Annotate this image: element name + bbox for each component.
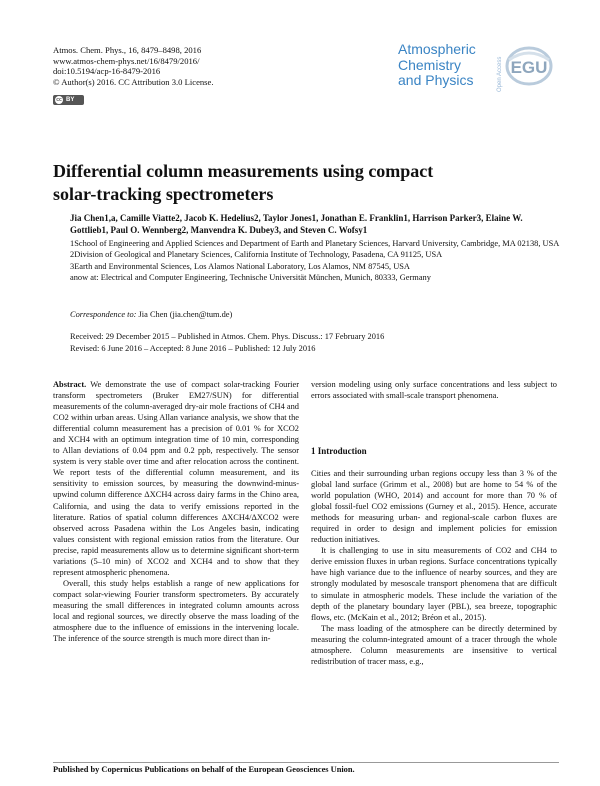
intro-paragraph: Cities and their surrounding urban regions occupy less than 3 % of the global land surface (Grimm et al., 2008) but are home to 54 % of the world population (WHO, 2014) and account for more than 70 % of global fossil-fuel CO2 emissions (Gurney et al., 2015). Hence, accurate methods for measuring urban- and regional-scale carbon fluxes are required in order to design and implement policies for emission reduction initiatives. bbox=[311, 469, 557, 545]
abstract bbox=[53, 379, 299, 644]
abstract-text: We demonstrate the use of compact solar-tracking Fourier transform spectrometers (Bruker EM27/SUN) for differential measurements of the column-averaged dry-air mole fractions of CH4 and CO2 within urban areas. Using Allan variance analysis, we show that the differential column measurement has a precision of 0.01 % for XCO2 and XCH4 with an optimum integration time of 10 min, corresponding to Allan deviations of 0.04 ppm and 0.2 ppb, respectively. The sensor system is very stable over time and after relocation across the continent. We report tests of the differential column measurement, and its sensitivity to emission sources, by measuring the downwind-minus-upwind column difference ΔXCH4 across dairy farms in the Chino area, California, and using the data to verify emissions reported in the literature. Ratios of spatial column differences ΔXCH4/ΔXCO2 were observed across Pasadena within the Los Angeles basin, indicating values consistent with regional emission ratios from the literature. Our precise, rapid measurements allow us to determine significant short-term variations (5–10 min) of XCO2 and XCH4 and to show that they represent atmospheric phenomena. bbox=[53, 380, 299, 577]
journal-name-line: Atmospheric bbox=[398, 41, 476, 57]
publisher-footer: Published by Copernicus Publications on behalf of the European Geosciences Union. bbox=[53, 765, 355, 774]
introduction-body bbox=[311, 468, 557, 667]
date-line: Revised: 6 June 2016 – Accepted: 8 June 2016 – Published: 12 July 2016 bbox=[70, 343, 316, 353]
article-url[interactable]: www.atmos-chem-phys.net/16/8479/2016/ bbox=[53, 55, 200, 66]
article-title: Differential column measurements using compact solar-tracking spectrometers bbox=[53, 161, 434, 204]
egu-logo bbox=[505, 46, 553, 86]
correspondence bbox=[70, 310, 232, 319]
doi[interactable]: doi:10.5194/acp-16-8479-2016 bbox=[53, 66, 161, 77]
citation-block bbox=[53, 45, 214, 87]
abstract-continuation: version modeling using only surface concentrations and less subject to errors associated with small-scale transport phenomena. bbox=[311, 380, 557, 401]
abstract-paragraph bbox=[53, 379, 299, 578]
footer-divider bbox=[53, 762, 559, 763]
cc-icon: cc bbox=[56, 97, 62, 103]
correspondence-contact[interactable]: Jia Chen (jia.chen@tum.de) bbox=[138, 310, 233, 319]
abstract-paragraph: Overall, this study helps establish a range of new applications for compact solar-viewing Fourier transform spectrometers. By accurately measuring the small differences in integrated column amounts across local and regional sources, we directly observe the mass loading of the atmosphere due to the influence of emissions in the intervening locale. The inference of the source strength is much more direct than in- bbox=[53, 578, 299, 644]
journal-name bbox=[398, 42, 476, 89]
affiliations bbox=[70, 238, 560, 284]
affiliation-item: 2Division of Geological and Planetary Sciences, California Institute of Technology, Pasadena, CA 91125, USA bbox=[70, 250, 443, 260]
intro-paragraph: It is challenging to use in situ measurements of CO2 and CH4 to derive emission fluxes in urban regions. Surface concentrations typically have high variance due to the influence of nearby sources, and they are strongly modulated by mesoscale transport phenomena that are difficult to simulate in atmospheric models. These include the variation of the depth of the planetary boundary layer (PBL), sea breeze, topographic flows, etc. (McKain et al., 2012; Bréon et al., 2015). bbox=[311, 546, 557, 622]
journal-name-line: Chemistry bbox=[398, 56, 462, 73]
abstract-label: Abstract. bbox=[53, 380, 87, 389]
publisher-logo-text: EGU bbox=[510, 58, 548, 77]
publication-dates bbox=[70, 331, 384, 354]
open-access-label bbox=[495, 40, 503, 92]
author-list: Jia Chen1,a, Camille Viatte2, Jacob K. Hedelius2, Taylor Jones1, Jonathan E. Franklin1, Harrison Parker3, Elaine W. Gottlieb1, Paul O. Wennberg2, Manvendra K. Dubey3, and Steven C. Wofsy1 bbox=[70, 213, 523, 235]
affiliation-item: anow at: Electrical and Computer Engineering, Technische Universität München, Munich, 80333, Germany bbox=[70, 273, 431, 283]
section-heading: 1 Introduction bbox=[311, 446, 367, 456]
license-badge-label: BY bbox=[66, 97, 75, 103]
journal-name-line: and Physics bbox=[398, 72, 474, 88]
cc-license-badge[interactable] bbox=[53, 95, 84, 105]
correspondence-label: Correspondence to: bbox=[70, 310, 137, 319]
copyright: © Author(s) 2016. CC Attribution 3.0 License. bbox=[53, 76, 214, 87]
open-access-text: Open Access bbox=[497, 56, 503, 92]
affiliation-item: 1School of Engineering and Applied Sciences and Department of Earth and Planetary Sciences, Harvard University, Cambridge, MA 02138, USA bbox=[70, 239, 560, 248]
citation: Atmos. Chem. Phys., 16, 8479–8498, 2016 bbox=[53, 45, 202, 55]
affiliation-item: 3Earth and Environmental Sciences, Los Alamos National Laboratory, Los Alamos, NM 87545, USA bbox=[70, 261, 410, 271]
date-line: Received: 29 December 2015 – Published in Atmos. Chem. Phys. Discuss.: 17 February 2016 bbox=[70, 332, 385, 341]
intro-paragraph: The mass loading of the atmosphere can be directly determined by measuring the column-integrated amount of a tracer through the whole atmosphere. Column measurements are insensitive to vertical redistribution of tracer mass, e.g., bbox=[311, 623, 557, 666]
